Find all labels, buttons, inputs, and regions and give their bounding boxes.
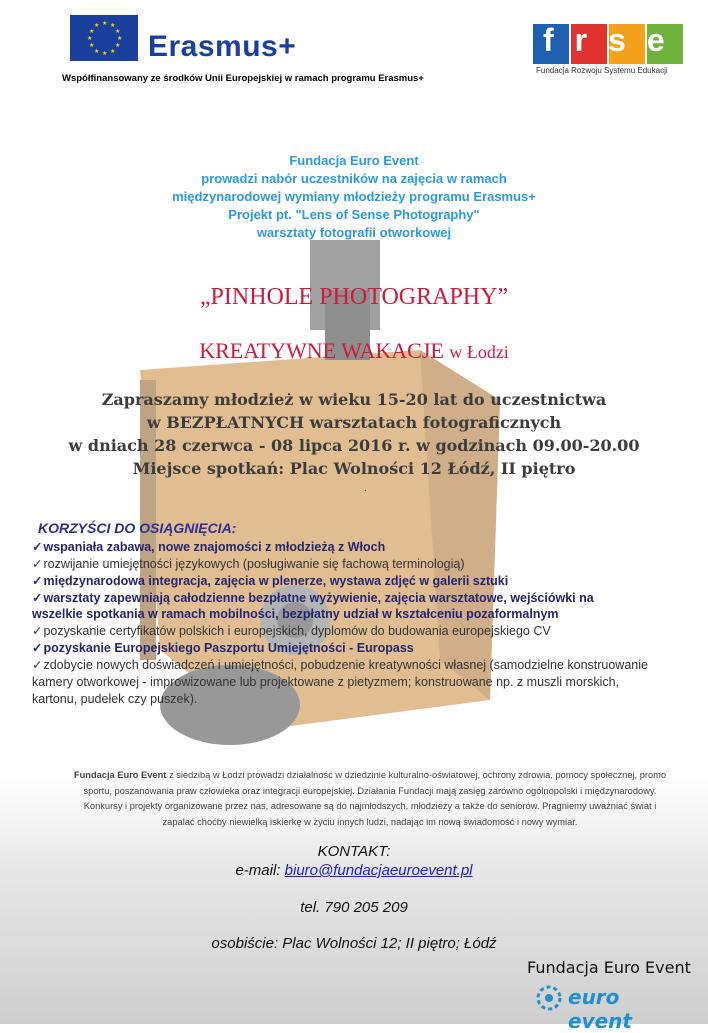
benefit-item <box>32 573 508 591</box>
org-line-1: Fundacja Euro Event <box>289 153 419 168</box>
benefit-text: zdobycie nowych doświadczeń i umiejętności, pobudzenie kreatywności własnej (samodzielne konstruowanie <box>43 658 648 672</box>
benefit-text: międzynarodowa integracja, zajęcia w plenerze, wystawa zdjęć w galerii sztuki <box>43 574 509 588</box>
benefits-heading: KORZYŚCI DO OSIĄGNIĘCIA: <box>38 520 237 536</box>
svg-text:★: ★ <box>115 28 121 35</box>
invite-line-2: w BEZPŁATNYCH warsztatach fotograficznych <box>146 413 562 432</box>
invite-line-1: Zapraszamy młodzież w wieku 15-20 lat do uczestnictwa <box>101 390 607 409</box>
svg-text:★: ★ <box>117 35 123 42</box>
about-line-3: Konkursy i projekty organizowane przez nas, adresowane są do najmłodszych, młodzieży a także do seniorów. Pragniemy uważniać świat i <box>83 801 657 811</box>
globe-icon <box>534 983 564 1013</box>
subtitle-main: KREATYWNE WAKACJE <box>199 338 444 363</box>
benefit-item <box>32 640 414 658</box>
svg-text:★: ★ <box>94 48 100 55</box>
subtitle-tail: w Łodzi <box>449 342 509 362</box>
check-icon: ✓ <box>32 591 43 605</box>
check-icon: ✓ <box>32 574 43 588</box>
separator-dot: . <box>364 483 367 494</box>
benefit-continuation: kamery otworkowej - improwizowane lub projektowane z pietyzmem; konstruowane np. z muszli morskich, <box>32 675 620 689</box>
benefit-item <box>32 556 465 574</box>
svg-text:★: ★ <box>89 28 95 35</box>
benefit-continuation: kartonu, pudełek czy puszek). <box>32 692 198 706</box>
svg-text:★: ★ <box>115 42 121 49</box>
org-line-2: prowadzi nabór uczestników na zajęcia w ramach <box>201 171 507 186</box>
frse-subtitle: Fundacja Rozwoju Systemu Edukacji <box>536 66 668 75</box>
contact-address: osobiście: Plac Wolności 12; II piętro; Łódź <box>211 935 497 952</box>
signature: Fundacja Euro Event <box>527 958 691 977</box>
benefit-item <box>32 657 648 675</box>
email-link[interactable]: biuro@fundacjaeuroevent.pl <box>284 862 473 879</box>
contact-phone: tel. 790 205 209 <box>300 899 408 916</box>
benefit-item <box>32 539 385 557</box>
check-icon: ✓ <box>32 540 43 554</box>
about-org-name: Fundacja Euro Event <box>73 770 167 780</box>
org-line-5: warsztaty fotografii otworkowej <box>256 225 452 240</box>
svg-text:★: ★ <box>102 20 108 27</box>
svg-text:★: ★ <box>87 35 93 42</box>
svg-text:★: ★ <box>110 22 116 29</box>
benefit-continuation: wszelkie spotkania w ramach mobilności, bezpłatny udział w kształceniu pozaformalnym <box>32 607 559 621</box>
benefit-text: wspaniała zabawa, nowe znajomości z młodzieżą z Włoch <box>43 540 386 554</box>
check-icon: ✓ <box>32 557 43 571</box>
svg-text:★: ★ <box>89 42 95 49</box>
invite-line-3: w dniach 28 czerwca - 08 lipca 2016 r. w godzinach 09.00-20.00 <box>68 436 640 455</box>
invite-line-4: Miejsce spotkań: Plac Wolności 12 Łódź, II piętro <box>132 459 576 478</box>
contact-email-row <box>0 862 708 879</box>
about-text-1: z siedzibą w Łodzi prowadzi działalność w dziedzinie kulturalno-oświatowej, ochrony zdrowia, pomocy społecznej, promo <box>166 770 667 780</box>
org-line-3: międzynarodowej wymiany młodzieży programu Erasmus+ <box>172 189 536 204</box>
page-subtitle <box>0 338 708 364</box>
benefit-text: rozwijanie umiejętności językowych (posługiwanie się fachową terminologią) <box>43 557 465 571</box>
org-line-4: Projekt pt. "Lens of Sense Photography" <box>228 207 480 222</box>
svg-text:★: ★ <box>94 22 100 29</box>
about-line-2: sportu, poszanowania praw człowieka oraz integracji europejskiej. Działania Fundacji mają zasięg zarówno ogólnopolski i międzynarodowy. <box>83 785 657 796</box>
benefit-text: warsztaty zapewniają całodzienne bezpłatne wyżywienie, zajęcia warsztatowe, wejściówki na <box>43 591 594 605</box>
check-icon: ✓ <box>32 624 43 638</box>
benefit-text: pozyskanie certyfikatów polskich i europejskich, dyplomów do budowania europejskiego CV <box>43 624 551 638</box>
check-icon: ✓ <box>32 641 43 655</box>
eu-flag-icon <box>70 15 138 61</box>
cofunding-note: Współfinansowany ze środków Unii Europejskiej w ramach programu Erasmus+ <box>62 73 424 84</box>
email-label: e-mail: <box>235 862 285 879</box>
contact-heading: KONTAKT: <box>317 843 391 860</box>
frse-letters-text: frse <box>543 22 686 58</box>
erasmus-brand: Erasmus+ <box>148 30 297 63</box>
foundation-description <box>34 768 706 830</box>
euro-event-logo-text: euro event <box>568 985 632 1033</box>
check-icon: ✓ <box>32 658 43 672</box>
svg-text:★: ★ <box>110 48 116 55</box>
benefit-text: pozyskanie Europejskiego Paszportu Umiejętności - Europass <box>43 641 414 655</box>
svg-text:★: ★ <box>102 50 108 57</box>
euro-event-logo <box>534 983 684 1033</box>
frse-letters <box>533 22 685 59</box>
page-title: „PINHOLE PHOTOGRAPHY” <box>199 284 509 310</box>
benefit-item <box>32 623 551 641</box>
about-line-4: zapalać choćby niewielką iskierkę w życiu innych ludzi, nadając im nową świadomość i nowy wymiar. <box>162 816 578 827</box>
about-line-1 <box>34 768 706 784</box>
